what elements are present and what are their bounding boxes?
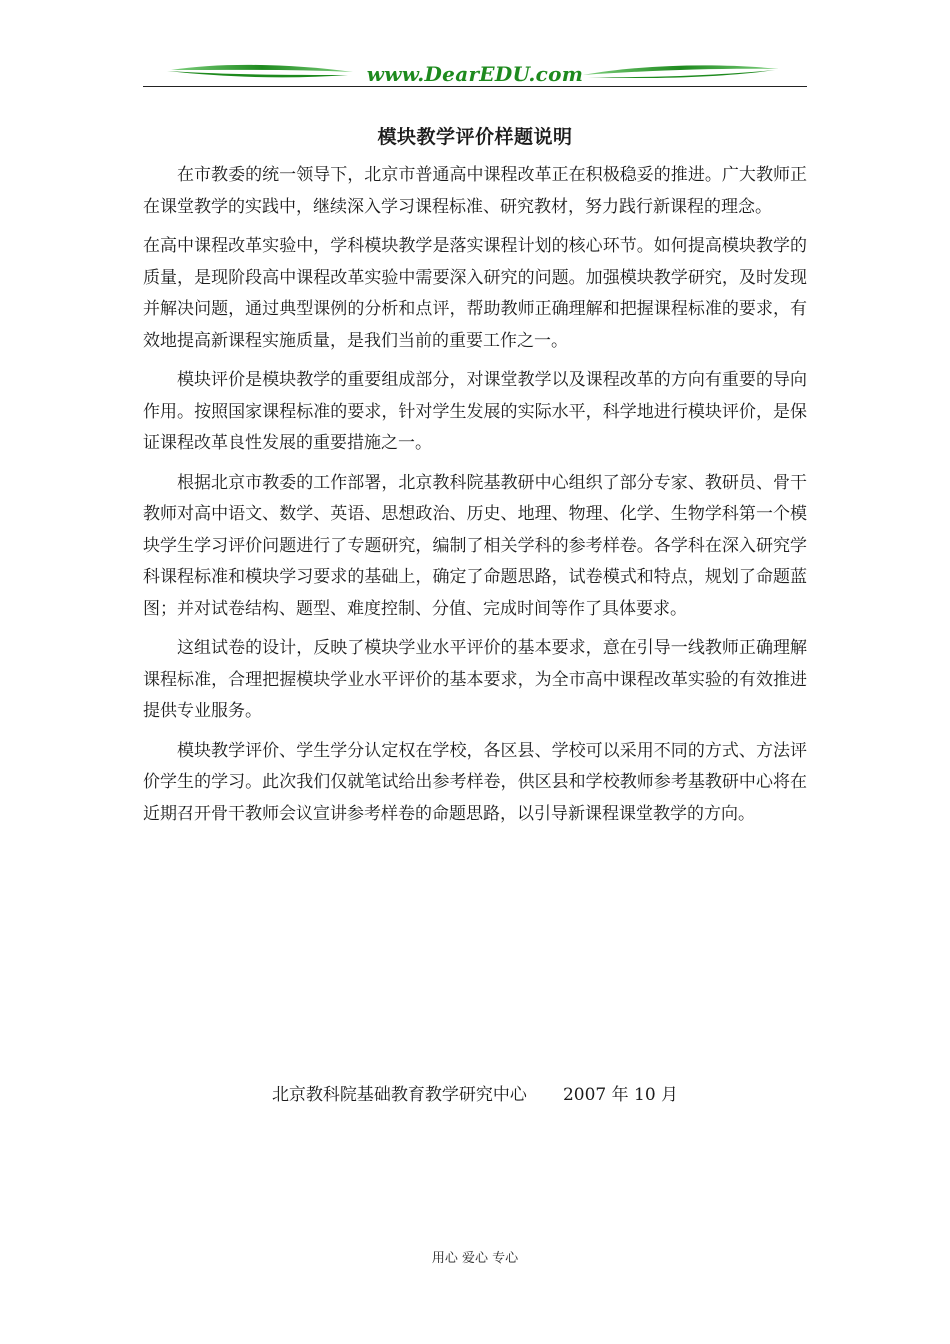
site-url-logo[interactable]: www.DearEDU.com bbox=[366, 62, 584, 86]
signature-date: 2007 年 10 月 bbox=[562, 1085, 679, 1105]
paragraph-5: 这组试卷的设计，反映了模块学业水平评价的基本要求，意在引导一线教师正确理解课程标准，合理把握模块学业水平评价的基本要求，为全市高中课程改革实验的有效推进提供专业服务。 bbox=[143, 638, 807, 721]
document-title: 模块教学评价样题说明 bbox=[377, 126, 573, 148]
document-body bbox=[143, 160, 807, 838]
paragraph-6: 模块教学评价、学生学分认定权在学校，各区县、学校可以采用不同的方式、方法评价学生的学习。此次我们仅就笔试给出参考样卷，供区县和学校教师参考基教研中心将在近期召开骨干教师会议宣讲参考样卷的命题思路，以引导新课程课堂教学的方向。 bbox=[143, 740, 807, 824]
paragraph-2: 在高中课程改革实验中，学科模块教学是落实课程计划的核心环节。如何提高模块教学的质量，是现阶段高中课程改革实验中需要深入研究的问题。加强模块教学研究，及时发现并解决问题，通过典型课例的分析和点评，帮助教师正确理解和把握课程标准的要求，有效地提高新课程实施质量，是我们当前的重要工作之一。 bbox=[143, 236, 807, 351]
page-footer: 用心 爱心 专心 bbox=[431, 1251, 519, 1266]
paragraph-3: 模块评价是模块教学的重要组成部分，对课堂教学以及课程改革的方向有重要的导向作用。按照国家课程标准的要求，针对学生发展的实际水平，科学地进行模块评价，是保证课程改革良性发展的重要措施之一。 bbox=[143, 370, 807, 453]
signature-line bbox=[143, 1080, 807, 1111]
header-divider bbox=[143, 86, 807, 87]
site-header bbox=[143, 58, 807, 90]
signature-organization: 北京教科院基础教育教学研究中心 bbox=[271, 1085, 527, 1105]
paragraph-1: 在市教委的统一领导下，北京市普通高中课程改革正在积极稳妥的推进。广大教师正在课堂教学的实践中，继续深入学习课程标准、研究教材，努力践行新课程的理念。 bbox=[143, 165, 807, 217]
paragraph-4: 根据北京市教委的工作部署，北京教科院基教研中心组织了部分专家、教研员、骨干教师对高中语文、数学、英语、思想政治、历史、地理、物理、化学、生物学科第一个模块学生学习评价问题进行了专题研究，编制了相关学科的参考样卷。各学科在深入研究学科课程标准和模块学习要求的基础上，确定了命题思路，试卷模式和特点，规划了命题蓝图；并对试卷结构、题型、难度控制、分值、完成时间等作了具体要求。 bbox=[143, 472, 807, 619]
